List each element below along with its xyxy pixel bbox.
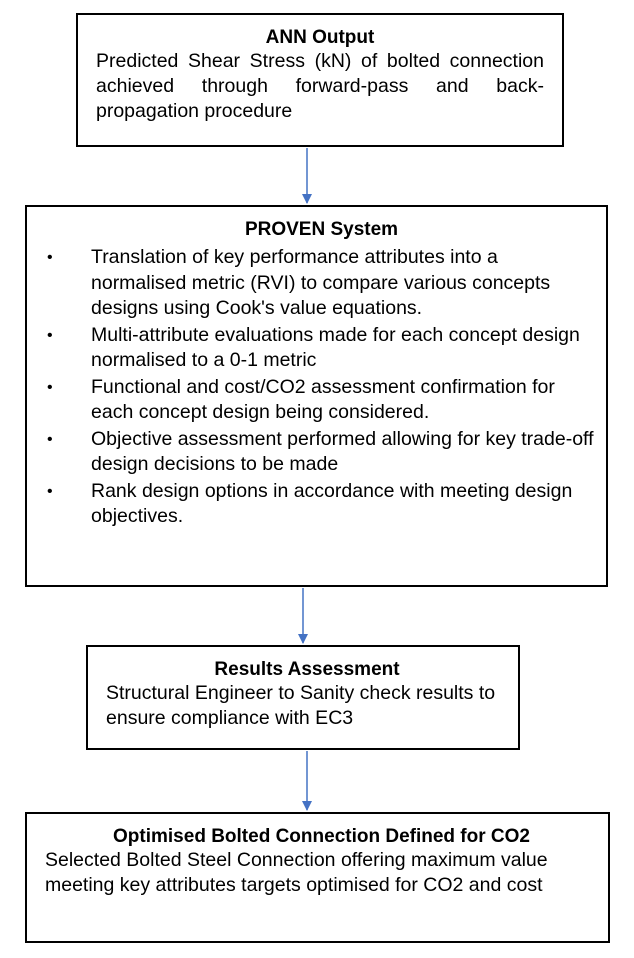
results-assessment-title: Results Assessment xyxy=(214,659,400,680)
optimised-connection-text: Selected Bolted Steel Connection offering maximum value meeting key attributes targets optimised for CO2 and cost xyxy=(45,849,548,896)
proven-bullet-item: • Objective assessment performed allowing for key trade-off design decisions to be made xyxy=(47,427,594,475)
bullet-icon: • xyxy=(47,482,53,500)
ann-output-text: Predicted Shear Stress (kN) of bolted connection achieved through forward-pass and back-propagation procedure xyxy=(96,50,544,122)
proven-bullet-item: • Rank design options in accordance with meeting design objectives. xyxy=(47,479,573,527)
ann-output-title: ANN Output xyxy=(265,27,375,48)
proven-bullet-item: • Functional and cost/CO2 assessment confirmation for each concept design being considered. xyxy=(47,375,555,423)
optimised-connection-box xyxy=(25,812,610,943)
bullet-icon: • xyxy=(47,249,53,266)
proven-system-title: PROVEN System xyxy=(244,219,399,240)
bullet-icon: • xyxy=(47,378,53,396)
bullet-icon: • xyxy=(47,430,53,448)
proven-bullet-list xyxy=(47,245,596,530)
optimised-connection-title: Optimised Bolted Connection Defined for CO2 xyxy=(113,826,530,847)
ann-output-box xyxy=(76,13,564,147)
proven-system-box xyxy=(25,205,608,587)
results-assessment-text: Structural Engineer to Sanity check results to ensure compliance with EC3 xyxy=(106,682,496,729)
proven-bullet-item: • Multi-attribute evaluations made for each concept design normalised to a 0-1 metric xyxy=(47,323,580,371)
results-assessment-box xyxy=(86,645,520,750)
bullet-icon: • xyxy=(47,326,53,344)
proven-bullet-item: • Translation of key performance attributes into a normalised metric (RVI) to compare various concepts designs using Cook's value equations. xyxy=(47,246,551,319)
